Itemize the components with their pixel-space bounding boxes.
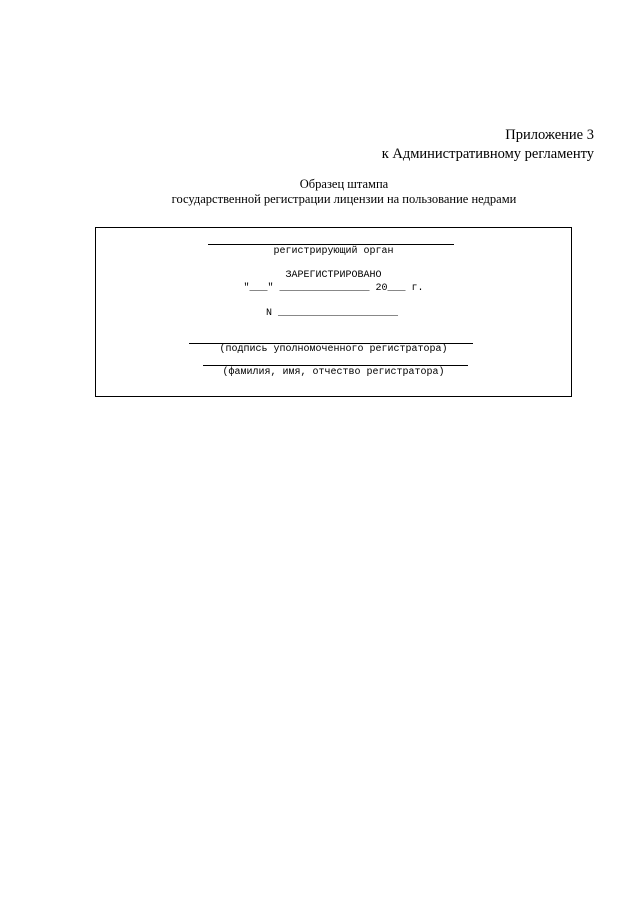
name-caption: (фамилия, имя, отчество регистратора) bbox=[222, 367, 445, 378]
signature-caption: (подпись уполномоченного регистратора) bbox=[219, 344, 448, 355]
appendix-header bbox=[382, 126, 594, 164]
registered-label: ЗАРЕГИСТРИРОВАНО bbox=[285, 270, 382, 281]
authority-caption: регистрирующий орган bbox=[273, 246, 394, 257]
registration-stamp-box bbox=[95, 227, 572, 397]
registration-date-line: "___" _______________ 20___ г. bbox=[243, 283, 424, 294]
name-line bbox=[203, 365, 468, 366]
appendix-number: Приложение 3 bbox=[505, 127, 594, 143]
heading-title: Образец штампа bbox=[299, 177, 389, 191]
registration-number-line: N ____________________ bbox=[266, 308, 399, 319]
authority-line bbox=[208, 244, 454, 245]
heading-subtitle: государственной регистрации лицензии на пользование недрами bbox=[171, 192, 517, 206]
document-heading bbox=[0, 177, 640, 207]
appendix-reference: к Административному регламенту bbox=[381, 146, 594, 162]
